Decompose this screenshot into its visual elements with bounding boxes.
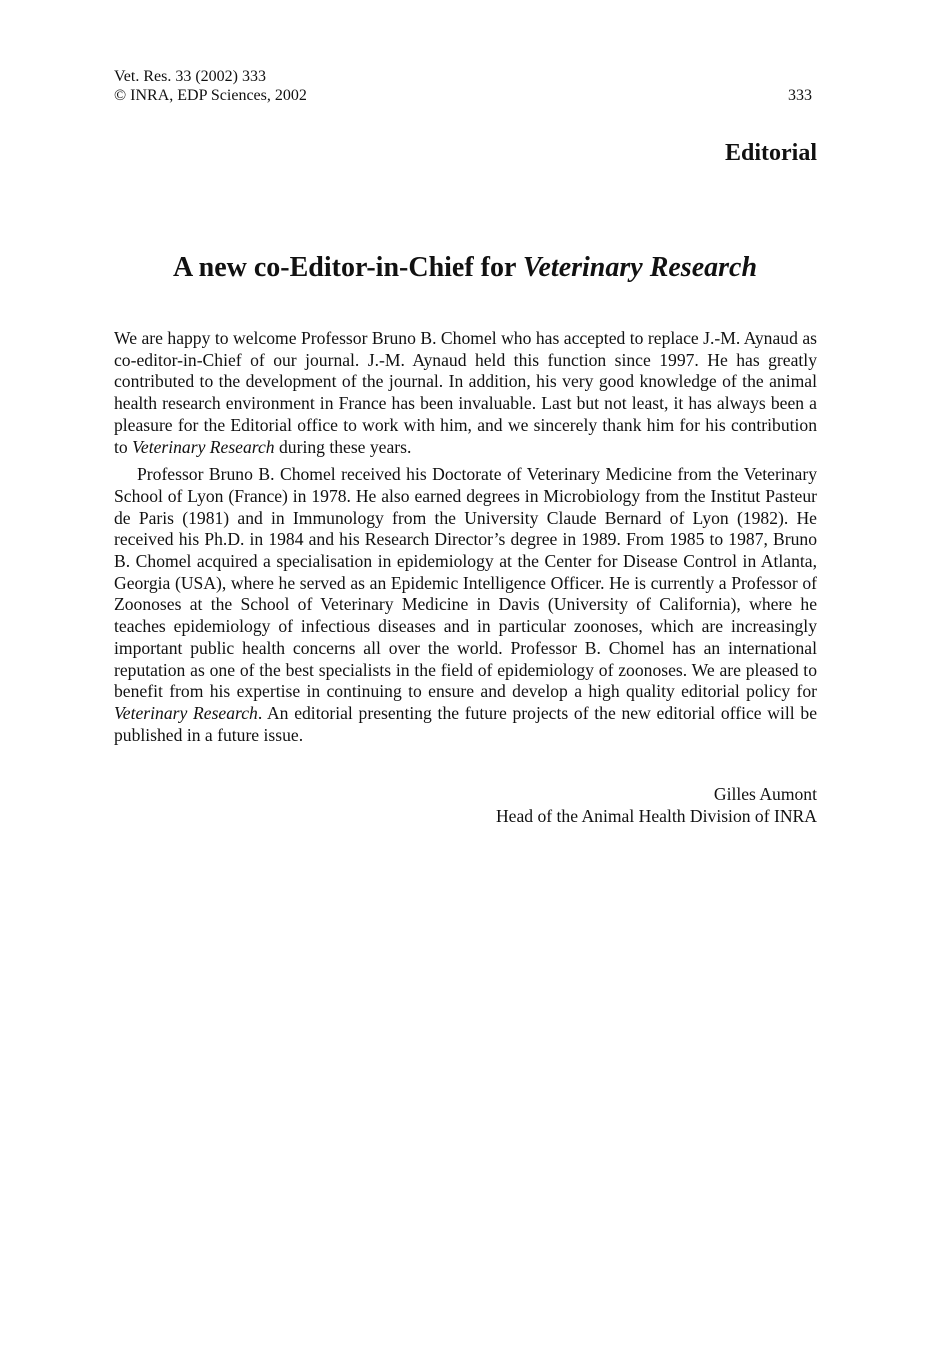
journal-citation-block bbox=[114, 67, 307, 105]
article-title-main: A new co-Editor-in-Chief for bbox=[172, 252, 523, 283]
article-title-journal: Veterinary Research bbox=[522, 252, 758, 283]
paragraph-1-journal: Veterinary Research bbox=[132, 436, 275, 457]
paragraph-2-text: Professor Bruno B. Chomel received his Doctorate of Veterinary Medicine from the Veterinary School of Lyon (France) in 1978. He also earned degrees in Microbiology from the Institut Pasteur de Paris (1981) and in Immunology from the University Claude Bernard of Lyon (1982). He received his Ph.D. in 1984 and his Research Director’s degree in 1989. From 1985 to 1987, Bruno B. Chomel acquired a specialisation in epidemiology at the Center for Disease Control in Atlanta, Georgia (USA), where he served as an Epidemic Intelligence Officer. He is currently a Professor of Zoonoses at the School of Veterinary Medicine in Davis (University of California), where he teaches epidemiology of infectious diseases and in particular zoonoses, which are increasingly important public health concerns all over the world. Professor B. Chomel has an international reputation as one of the best specialists in the field of epidemiology of zoonoses. We are pleased to benefit from his expertise in continuing to ensure and develop a high quality editorial policy for bbox=[114, 464, 817, 702]
copyright-notice: © INRA, EDP Sciences, 2002 bbox=[114, 87, 307, 104]
section-label: Editorial bbox=[724, 140, 817, 166]
page-number: 333 bbox=[788, 87, 812, 104]
paragraph-1-text: We are happy to welcome Professor Bruno B. Chomel who has accepted to replace J.-M. Aynaud as co-editor-in-Chief of our journal. J.-M. Aynaud held this function since 1997. He has greatly contributed to the development of the journal. In addition, his very good knowledge of the animal health research environment in France has been invaluable. Last but not least, it has always been a pleasure for the Editorial office to work with him, and we sincerely thank him for his contribution to bbox=[114, 328, 817, 457]
paragraph-2-journal: Veterinary Research bbox=[114, 702, 258, 723]
signature-position: Head of the Animal Health Division of INRA bbox=[495, 805, 817, 826]
signature-block bbox=[496, 784, 817, 827]
journal-citation: Vet. Res. 33 (2002) 333 bbox=[114, 68, 266, 85]
paragraph-1-text-end: during these years. bbox=[274, 436, 412, 457]
paragraph-2 bbox=[114, 464, 817, 746]
paragraph-2-text-end: . An editorial presenting the future projects of the new editorial office will be published in a future issue. bbox=[114, 702, 817, 745]
paragraph-1 bbox=[114, 328, 817, 458]
article-body bbox=[114, 328, 817, 746]
article-title bbox=[114, 250, 816, 286]
signature-name: Gilles Aumont bbox=[713, 784, 817, 804]
